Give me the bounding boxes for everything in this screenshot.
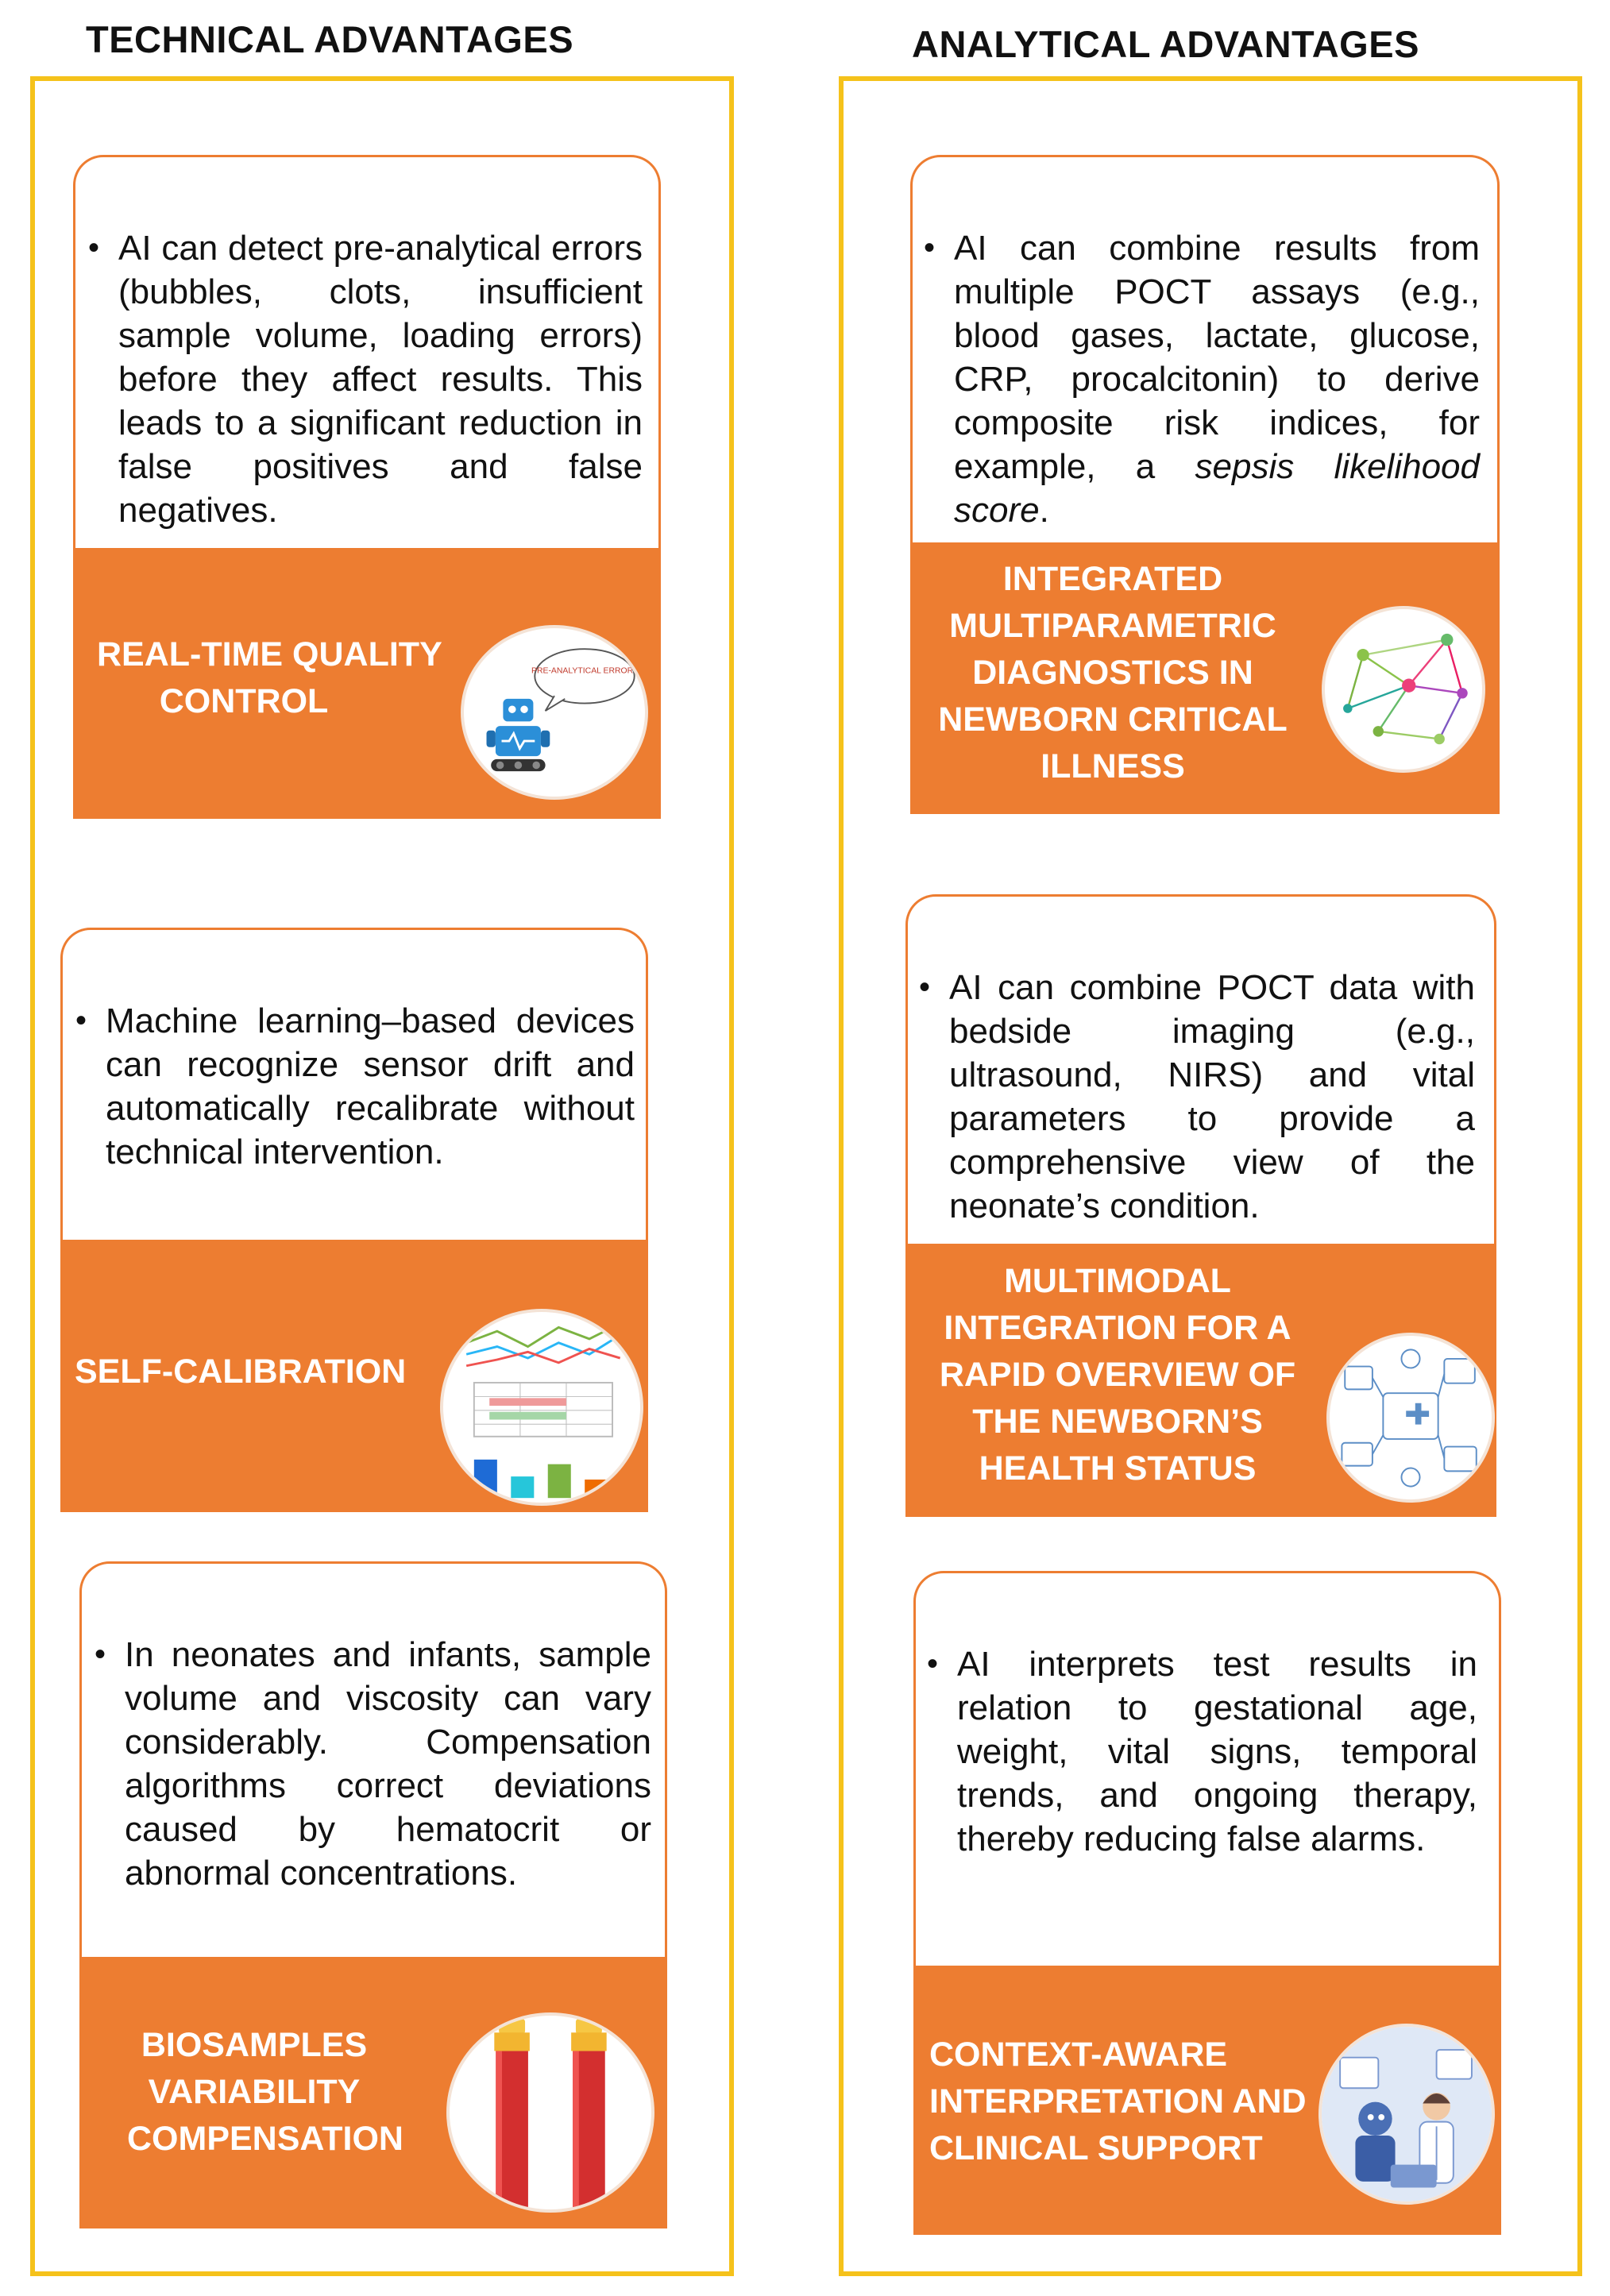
card-multimodal-integration	[905, 894, 1496, 1517]
card-bullet-text: • AI can combine POCT data with bedside imaging (e.g., ultrasound, NIRS) and vital parameters to provide a comprehensive view of the neonate’s condition.	[919, 968, 1475, 1225]
card-label: MULTIMODAL INTEGRATION FOR A RAPID OVERVIEW OF THE NEWBORN’S HEALTH STATUS	[939, 1262, 1296, 1488]
analytical-advantages-title: ANALYTICAL ADVANTAGES	[912, 23, 1419, 65]
doctor-robot-icon	[1319, 2024, 1495, 2205]
card-context-aware	[913, 1571, 1501, 2235]
card-real-time-quality-control	[73, 155, 661, 819]
card-bullet-text: • AI interprets test results in relation to gestational age, weight, vital signs, temporal trends, and ongoing therapy, thereby reducing false alarms.	[927, 1645, 1477, 1858]
chart-table-icon	[440, 1309, 643, 1506]
card-bullet-text: • In neonates and infants, sample volume and viscosity can vary considerably. Compensation algorithms correct deviations caused by hematocrit or abnormal concentrations.	[95, 1635, 651, 1893]
card-bullet-text: • AI can combine results from multiple POCT assays (e.g., blood gases, lactate, glucose, CRP, procalcitonin) to derive composite risk indices, for example, a sepsis likelihood score.	[924, 229, 1480, 530]
healthcare-hub-icon	[1326, 1333, 1495, 1503]
card-label: BIOSAMPLES VARIABILITY COMPENSATION	[127, 2026, 403, 2158]
technical-advantages-title: TECHNICAL ADVANTAGES	[86, 18, 574, 60]
card-label: REAL-TIME QUALITY CONTROL	[97, 635, 442, 720]
card-bullet-text: • AI can detect pre-analytical errors (bubbles, clots, insufficient sample volume, loading errors) before they affect results. This leads to a significant reduction in false positives and false negatives.	[88, 229, 643, 530]
network-icon	[1322, 606, 1485, 773]
svg-text:PRE-ANALYTICAL ERROR !: PRE-ANALYTICAL ERROR !	[531, 666, 638, 676]
card-label: INTEGRATED MULTIPARAMETRIC DIAGNOSTICS IN NEWBORN CRITICAL ILLNESS	[938, 560, 1288, 785]
card-integrated-multiparametric	[910, 155, 1500, 814]
card-self-calibration	[60, 928, 648, 1512]
blood-tubes-icon	[446, 2012, 654, 2213]
card-label: SELF-CALIBRATION	[75, 1353, 407, 1391]
card-bullet-text: • Machine learning–based devices can recognize sensor drift and automatically recalibrate without technical intervention.	[75, 1001, 635, 1171]
robot-speech-icon	[461, 625, 648, 800]
card-biosamples-variability	[79, 1561, 667, 2228]
card-label: CONTEXT-AWARE INTERPRETATION AND CLINICAL SUPPORT	[929, 2036, 1307, 2167]
